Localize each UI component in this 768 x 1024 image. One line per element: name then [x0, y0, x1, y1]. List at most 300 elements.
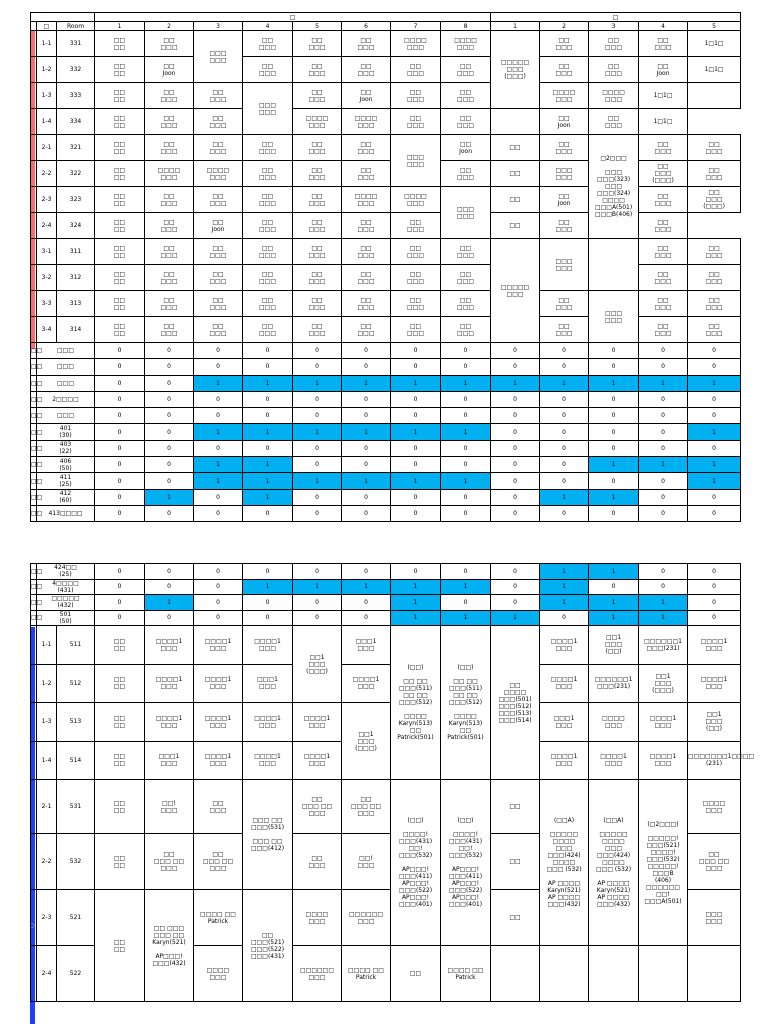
table-row — [31, 626, 741, 665]
count-cell: 1 — [391, 610, 441, 626]
table-cell: □□ □□□ — [194, 187, 243, 213]
table-cell: □□ □□□ — [293, 265, 342, 291]
count-cell: 0 — [491, 408, 540, 424]
table-cell: □□□□□□ □□□ — [342, 890, 391, 946]
table-cell: □□! □□□ — [342, 834, 391, 890]
table-cell: □□ □□□ — [145, 265, 194, 291]
room-label: □□□ — [37, 408, 95, 424]
table-cell: □□ □□□ — [194, 239, 243, 265]
count-cell: 0 — [145, 440, 194, 456]
count-cell: 1 — [391, 473, 441, 489]
table-row — [31, 291, 741, 317]
table-row — [31, 408, 741, 424]
room-label: 501 (50) — [37, 610, 95, 626]
table-cell: □□ □□□ (□□□) — [688, 187, 741, 213]
count-cell: 0 — [194, 579, 243, 595]
count-cell: 1 — [589, 564, 639, 580]
empty-cell — [688, 946, 741, 1002]
table-cell: □□ Joon — [540, 187, 589, 213]
table-cell: □□ □□□ — [243, 213, 293, 239]
table-cell: □□□ □□□ — [441, 187, 491, 239]
count-cell: 0 — [342, 408, 391, 424]
table-cell: □□ □□□ — [293, 83, 342, 109]
count-cell: 1 — [145, 489, 194, 505]
schedule-table-top — [30, 12, 741, 522]
table-cell: □2□□□ □□□ □□□(323) □□□ □□□(324) □□□□ □□□A(501) □□□B(406) — [589, 135, 639, 239]
table-cell: □□□ □□□ — [243, 83, 293, 135]
table-cell: □□ □□ — [95, 57, 145, 83]
table-cell: □□□□1 □□□ — [145, 703, 194, 742]
table-cell: □□ □□□ — [639, 291, 688, 317]
count-cell: 0 — [491, 424, 540, 440]
table-cell: □□ □□□ — [194, 291, 243, 317]
room-number: 514 — [57, 741, 95, 780]
header-period: 4 — [243, 22, 293, 31]
count-cell: 0 — [391, 391, 441, 407]
table-cell: □□ □□□ — [194, 265, 243, 291]
room-number: 521 — [57, 890, 95, 946]
table-cell: □□□□1 □□□ — [589, 741, 639, 780]
empty-cell — [491, 946, 540, 1002]
count-cell: 0 — [342, 610, 391, 626]
count-cell: 0 — [441, 391, 491, 407]
count-cell: 0 — [639, 359, 688, 375]
count-cell: 0 — [688, 359, 741, 375]
header-group-a: □ — [95, 13, 491, 22]
table-cell: □□□□ □□□ — [342, 187, 391, 213]
table-cell: □□□□ □□□ — [540, 83, 589, 109]
table-cell: □□ □□□ — [540, 135, 589, 161]
table-cell: □□ Joon — [441, 135, 491, 161]
table-cell: □□□□ □□□ — [589, 703, 639, 742]
table-cell: □□□□1 □□□ — [145, 626, 194, 665]
header-period: 6 — [342, 22, 391, 31]
room-number: 531 — [57, 780, 95, 834]
count-cell: 0 — [293, 457, 342, 473]
table-cell: □□ □□□ — [688, 239, 741, 265]
count-cell: 0 — [639, 424, 688, 440]
table-cell: □□ □□□ □□□ □□ Karyn(521) AP□□□! □□□(432) — [145, 890, 194, 1002]
count-cell: 1 — [243, 579, 293, 595]
table-cell: □□ □□□ — [145, 239, 194, 265]
table-cell: □□ □□□ □□ □□□ — [145, 834, 194, 890]
count-cell: 0 — [391, 343, 441, 359]
count-cell: 0 — [639, 579, 688, 595]
table-cell: □□ — [491, 213, 540, 239]
block-label: □□ — [31, 489, 37, 505]
count-cell: 1 — [342, 579, 391, 595]
count-cell: 0 — [540, 424, 589, 440]
count-cell: 0 — [688, 489, 741, 505]
period-label: 2-4 — [37, 946, 57, 1002]
count-cell: 0 — [194, 489, 243, 505]
count-cell: 0 — [145, 375, 194, 391]
table-cell: (□□) □□ □□ □□□(511) □□ □□ □□□(512) □□□□ Karyn(513) □□ Patrick(501) — [391, 626, 441, 780]
table-cell: □□ □□□ — [441, 291, 491, 317]
count-cell: 1 — [639, 610, 688, 626]
count-cell: 0 — [95, 595, 145, 611]
table-cell: □□ □□□ — [639, 213, 688, 239]
table-cell: □□□□1 □□□ — [243, 703, 293, 742]
table-cell: □□ □□□ — [391, 265, 441, 291]
count-cell: 1 — [194, 424, 243, 440]
room-number: 324 — [57, 213, 95, 239]
count-cell: 0 — [342, 440, 391, 456]
table-cell: □□□□1 □□□ — [194, 741, 243, 780]
header-period: 1 — [491, 22, 540, 31]
room-label: 4□□□□ (431) — [37, 579, 95, 595]
table-cell: 1□1□ — [639, 109, 688, 135]
table-cell: □□ □□ — [95, 239, 145, 265]
table-row — [31, 457, 741, 473]
table-row — [31, 135, 741, 161]
count-cell: 0 — [688, 408, 741, 424]
count-cell: 0 — [639, 564, 688, 580]
table-cell: □□ Joon — [145, 57, 194, 83]
block-label: □□ — [31, 359, 37, 375]
table-cell: □□ — [491, 780, 540, 834]
count-cell: 1 — [293, 473, 342, 489]
table-cell: □□ □□□ — [293, 135, 342, 161]
count-cell: 1 — [688, 424, 741, 440]
table-cell: □□ □□□ — [639, 135, 688, 161]
table-cell: □□ □□□ — [342, 31, 391, 57]
count-cell: 0 — [95, 375, 145, 391]
count-cell: 1 — [194, 473, 243, 489]
table-cell: □□ □□□ — [342, 161, 391, 187]
table-cell: □□ □□□ — [243, 57, 293, 83]
table-row — [31, 83, 741, 109]
table-row — [31, 579, 741, 595]
count-cell: 0 — [589, 424, 639, 440]
count-cell: 1 — [639, 375, 688, 391]
table-cell: □□ □□□ — [194, 780, 243, 834]
count-cell: 0 — [391, 505, 441, 521]
room-number: 334 — [57, 109, 95, 135]
count-cell: 0 — [540, 359, 589, 375]
table-cell: □□ □□□ — [391, 83, 441, 109]
count-cell: 0 — [491, 489, 540, 505]
empty-cell — [589, 239, 639, 291]
count-cell: 1 — [589, 595, 639, 611]
table-cell: □□□□1 □□□ — [194, 703, 243, 742]
count-cell: 0 — [391, 489, 441, 505]
header-period: 5 — [688, 22, 741, 31]
count-cell: 0 — [293, 343, 342, 359]
period-label: 1-1 — [37, 31, 57, 57]
period-label: 2-3 — [37, 890, 57, 946]
count-cell: 0 — [491, 391, 540, 407]
count-cell: 0 — [95, 391, 145, 407]
count-cell: 0 — [293, 595, 342, 611]
table-cell: □□□1 □□□ — [145, 741, 194, 780]
count-cell: 0 — [391, 457, 441, 473]
room-number: 312 — [57, 265, 95, 291]
period-label: 2-4 — [37, 213, 57, 239]
count-cell: 0 — [540, 408, 589, 424]
count-cell: 0 — [145, 505, 194, 521]
table-cell: □□□ □□□ — [540, 239, 589, 291]
count-cell: 0 — [441, 564, 491, 580]
table-cell: □□□ □□□ — [540, 161, 589, 187]
count-cell: 0 — [194, 359, 243, 375]
period-label: 1-2 — [37, 57, 57, 83]
table-cell: □□□□1 □□□ — [540, 741, 589, 780]
room-number: 322 — [57, 161, 95, 187]
table-cell: □□ □□ — [95, 161, 145, 187]
table-cell: □□ □□□ — [589, 31, 639, 57]
count-cell: 1 — [194, 375, 243, 391]
count-cell: 0 — [194, 505, 243, 521]
count-cell: 0 — [441, 489, 491, 505]
period-label: 2-3 — [37, 187, 57, 213]
table-cell: □□□□ □□□ — [293, 890, 342, 946]
header-period: 5 — [293, 22, 342, 31]
table-cell: □□□1 □□□ — [540, 703, 589, 742]
count-cell: 0 — [688, 505, 741, 521]
table-cell: □□□□1 □□□ — [688, 664, 741, 703]
count-cell: 0 — [145, 473, 194, 489]
table-cell: □□ — [491, 890, 540, 946]
count-cell: 0 — [95, 610, 145, 626]
table-row — [31, 22, 741, 31]
period-label: 3-2 — [37, 265, 57, 291]
count-cell: 0 — [391, 408, 441, 424]
table-cell: □□□□□□1 □□□(231) — [589, 664, 639, 703]
count-cell: 0 — [243, 505, 293, 521]
empty-cell — [639, 946, 688, 1002]
table-cell: □□ □□□ — [589, 109, 639, 135]
count-cell: 0 — [491, 457, 540, 473]
count-cell: 0 — [145, 457, 194, 473]
table-cell: □□ □□□ □□ □□□ — [688, 834, 741, 890]
empty-cell — [540, 946, 589, 1002]
count-cell: 0 — [688, 391, 741, 407]
count-cell: 0 — [95, 579, 145, 595]
table-cell: □□□□ □□ Patrick — [194, 890, 243, 946]
period-label: 1-2 — [37, 664, 57, 703]
count-cell: 1 — [540, 579, 589, 595]
table-cell: □□ □□□ — [639, 239, 688, 265]
room-number: 522 — [57, 946, 95, 1002]
table-cell: □□ □□□ — [391, 109, 441, 135]
count-cell: 0 — [441, 408, 491, 424]
room-number: 512 — [57, 664, 95, 703]
count-cell: 0 — [243, 595, 293, 611]
count-cell: 0 — [293, 610, 342, 626]
table-cell: □□□ □□□ — [194, 31, 243, 83]
block-label: □□ — [31, 564, 37, 580]
table-cell: □□ — [491, 187, 540, 213]
table-row — [31, 780, 741, 834]
table-cell: □□ □□□ — [540, 213, 589, 239]
table-cell: □□ □□□ — [243, 265, 293, 291]
table-cell: □□ Joon — [639, 57, 688, 83]
table-cell: □□ □□□ — [540, 31, 589, 57]
header-period: 2 — [540, 22, 589, 31]
table-cell: □□□□ □□□ — [391, 31, 441, 57]
table-cell: □□□□ □□□ — [342, 109, 391, 135]
table-cell: □□□□ □□□ — [589, 83, 639, 109]
count-cell: 1 — [589, 489, 639, 505]
table-cell: □□□□1 □□□ — [243, 626, 293, 665]
period-label: 1-3 — [37, 83, 57, 109]
table-cell: □□□□ □□□ — [688, 780, 741, 834]
count-cell: 0 — [342, 564, 391, 580]
table-cell: □□ □□ — [95, 291, 145, 317]
count-cell: 1 — [491, 375, 540, 391]
count-cell: 0 — [95, 505, 145, 521]
table-cell: □□ □□□ — [145, 83, 194, 109]
table-cell: □□ □□□ — [145, 317, 194, 343]
count-cell: 0 — [342, 391, 391, 407]
room-number: 313 — [57, 291, 95, 317]
table-cell: □□ □□ — [95, 780, 145, 834]
header-room: Room — [57, 22, 95, 31]
count-cell: 1 — [688, 457, 741, 473]
room-label: 401 (30) — [37, 424, 95, 440]
table-row — [31, 343, 741, 359]
count-cell: 0 — [194, 595, 243, 611]
count-cell: 0 — [491, 343, 540, 359]
table-cell: □□□□□□ □□□ — [293, 946, 342, 1002]
count-cell: 0 — [293, 564, 342, 580]
table-cell: □□ □□□ — [293, 31, 342, 57]
count-cell: 0 — [589, 343, 639, 359]
table-cell: □□ □□ — [95, 213, 145, 239]
table-cell: □□ □□□ — [243, 161, 293, 187]
table-cell: □□ □□□ — [293, 239, 342, 265]
count-cell: 1 — [441, 579, 491, 595]
table-cell: □□ □□□ — [639, 265, 688, 291]
count-cell: 0 — [194, 564, 243, 580]
table-cell: □□1 □□□ (□□) — [589, 626, 639, 665]
table-cell: □□ □□□ — [194, 135, 243, 161]
table-cell: □□ □□□ — [688, 161, 741, 187]
table-cell: □□ □□□ — [391, 57, 441, 83]
table-cell: □□ □□□ — [145, 213, 194, 239]
count-cell: 1 — [688, 473, 741, 489]
table-cell: □□ □□□ — [194, 317, 243, 343]
count-cell: 0 — [491, 595, 540, 611]
table-cell: □□ □□ — [95, 109, 145, 135]
table-cell: □□ □□□ — [293, 834, 342, 890]
count-cell: 1 — [293, 375, 342, 391]
count-cell: 1 — [342, 375, 391, 391]
table-cell: □□ □□□ — [145, 187, 194, 213]
table-cell: □□ □□□ — [194, 109, 243, 135]
room-number: 323 — [57, 187, 95, 213]
table-cell: □□ Joon — [194, 213, 243, 239]
table-cell: □□ □□□ — [293, 187, 342, 213]
table-cell: □□□□1 □□□ — [145, 664, 194, 703]
table-cell: □□ □□□ □□ □□□ — [293, 780, 342, 834]
table-row — [31, 610, 741, 626]
count-cell: 0 — [688, 595, 741, 611]
period-label: 2-2 — [37, 834, 57, 890]
count-cell: 1 — [293, 579, 342, 595]
room-label: □□□□□ (432) — [37, 595, 95, 611]
table-cell: □□□ □□□ — [688, 890, 741, 946]
table-cell: □□□□ □□ Patrick — [441, 946, 491, 1002]
count-cell: 0 — [589, 359, 639, 375]
table-cell: □□ □□□ — [243, 239, 293, 265]
room-number: 511 — [57, 626, 95, 665]
table-row — [31, 595, 741, 611]
count-cell: 0 — [491, 564, 540, 580]
count-cell: 0 — [441, 359, 491, 375]
header-period: 7 — [391, 22, 441, 31]
room-number: 311 — [57, 239, 95, 265]
count-cell: 0 — [95, 343, 145, 359]
block-label: □□ — [31, 595, 37, 611]
table-cell: 1□1□ — [688, 31, 741, 57]
table-cell: □□ □□ — [95, 187, 145, 213]
count-cell: 0 — [293, 391, 342, 407]
table-cell: □□ □□□ — [639, 31, 688, 57]
count-cell: 0 — [491, 579, 540, 595]
count-cell: 0 — [95, 564, 145, 580]
table-cell: □□ □□□ — [243, 135, 293, 161]
count-cell: 0 — [243, 440, 293, 456]
table-cell: □□! □□□ — [145, 780, 194, 834]
count-cell: 0 — [540, 457, 589, 473]
count-cell: 1 — [391, 595, 441, 611]
table-cell: (□□) □□□□! □□□(431) □□! □□□(532) AP□□□! □□□(411) AP□□□! □□□(522) AP□□□! □□□(401) — [391, 780, 441, 946]
count-cell: 0 — [589, 440, 639, 456]
table-cell: □□ □□□ — [441, 239, 491, 265]
table-cell: □□ — [491, 161, 540, 187]
count-cell: 0 — [243, 343, 293, 359]
room-number: 331 — [57, 31, 95, 57]
table-cell: □□ □□□ — [441, 317, 491, 343]
table-cell: 1□1□ — [639, 83, 688, 109]
table-cell: □□□□ □□ Patrick — [342, 946, 391, 1002]
count-cell: 1 — [688, 375, 741, 391]
header-corner: □ — [37, 22, 57, 31]
block-label: □□ — [31, 391, 37, 407]
table-cell: □□ — [391, 946, 441, 1002]
count-cell: 0 — [145, 424, 194, 440]
count-cell: 0 — [145, 610, 194, 626]
table-cell: □□ □□□ — [688, 291, 741, 317]
table-cell: □□ □□□ — [145, 31, 194, 57]
count-cell: 1 — [391, 375, 441, 391]
count-cell: 0 — [342, 505, 391, 521]
room-number: 513 — [57, 703, 95, 742]
table-row — [31, 664, 741, 703]
table-cell: □□ — [491, 135, 540, 161]
period-label: 2-1 — [37, 780, 57, 834]
room-number: 532 — [57, 834, 95, 890]
table-cell: □□□□1 □□□ — [540, 664, 589, 703]
count-cell: 1 — [243, 424, 293, 440]
table-cell: □□ □□□ □□ □□□ — [342, 780, 391, 834]
table-cell: □□ □□□ — [639, 317, 688, 343]
table-cell: □□ □□□ — [391, 317, 441, 343]
count-cell: 1 — [589, 457, 639, 473]
block-label: □□ — [31, 457, 37, 473]
table-cell: □□ □□□ — [243, 31, 293, 57]
table-cell: □□□ □□□ — [391, 135, 441, 187]
table-cell: □□ □□□ — [145, 291, 194, 317]
count-cell: 0 — [194, 440, 243, 456]
table-cell: □□ □□ — [95, 703, 145, 742]
count-cell: 0 — [342, 595, 391, 611]
count-cell: 1 — [391, 579, 441, 595]
table-cell: □□ □□□ — [441, 161, 491, 187]
table-cell: □□□ □□□ — [589, 291, 639, 343]
